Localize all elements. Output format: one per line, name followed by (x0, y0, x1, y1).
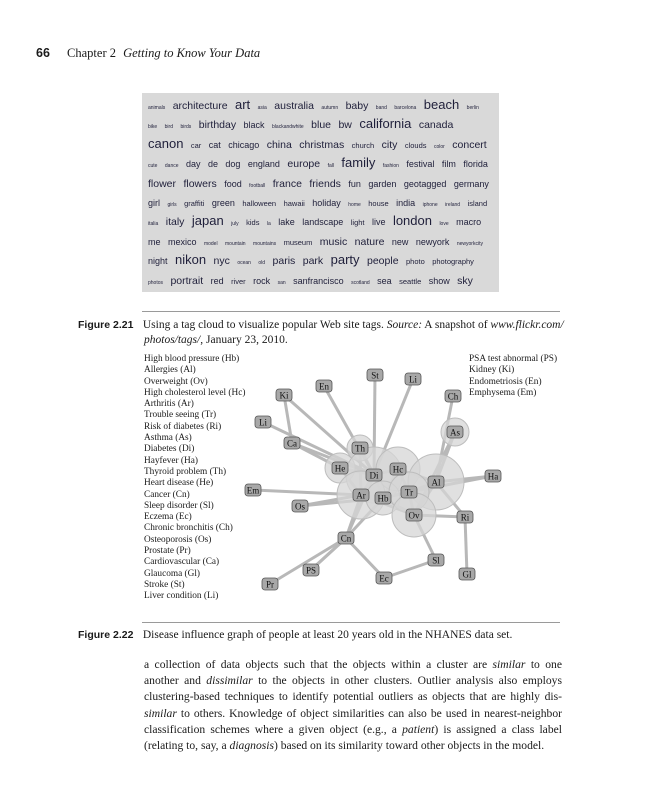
graph-node-label: Li (259, 417, 267, 428)
tag: iphone (422, 202, 438, 209)
legend-entry: Cancer (Cn) (144, 489, 190, 500)
tag: me (148, 236, 161, 247)
tag: blue (311, 119, 332, 132)
tag: london (392, 213, 432, 229)
legend-entry: Emphysema (Em) (469, 387, 537, 398)
tag: india (396, 198, 416, 209)
tag: love (439, 221, 449, 228)
legend-entry: Osteoporosis (Os) (144, 534, 212, 545)
tag: ireland (445, 202, 461, 209)
legend-entry: Asthma (As) (144, 433, 192, 444)
graph-node (428, 554, 444, 566)
legend-entry: Glaucoma (Gl) (144, 568, 201, 579)
legend-entry: Liver condition (Li) (144, 591, 219, 602)
graph-node-label: Li (409, 374, 417, 385)
tag: flowers (183, 177, 217, 190)
tag: autumn (321, 105, 339, 111)
caption-source-text: A snapshot of (424, 319, 488, 331)
body-line: classification schemes where a given object (e.g., a patient) is assigned a class label (144, 722, 562, 736)
tag: fall (327, 163, 334, 170)
tag: party (330, 252, 360, 268)
tag: la (266, 221, 271, 228)
graph-node (459, 568, 475, 580)
tag: black (243, 120, 265, 131)
graph-node-label: Tr (404, 487, 414, 498)
tag: california (359, 116, 412, 132)
legend-entry: Thyroid problem (Th) (144, 466, 227, 477)
tag: germany (453, 178, 489, 189)
tag: football (249, 182, 266, 189)
graph-node (352, 442, 368, 454)
tag: baby (345, 100, 369, 112)
legend-entry: Arthritis (Ar) (144, 399, 194, 410)
graph-node-label: Ri (460, 512, 470, 523)
tag: girl (148, 198, 161, 209)
tag: sky (457, 274, 473, 287)
body-line: clustering-based techniques to identify potential outliers as objects that are highly dis- (144, 690, 562, 704)
graph-node-label: Sl (432, 555, 440, 566)
tag: mountains (253, 240, 277, 247)
graph-node-label: Ha (487, 471, 499, 482)
tag: city (381, 138, 398, 151)
caption-text: Using a tag cloud to visualize popular Web site tags. (142, 319, 384, 331)
tag: japan (191, 213, 224, 229)
tag: photo (405, 257, 425, 267)
graph-node (406, 509, 422, 521)
legend-entry: Endometriosis (En) (469, 376, 542, 387)
legend-entry: Chronic bronchitis (Ch) (144, 523, 233, 534)
tag: band (375, 105, 387, 111)
figure-2-21-caption (78, 318, 566, 348)
body-line: (relating to, say, a diagnosis) based on its similarity toward other objects in the model. (144, 739, 545, 753)
caption-url: www.flickr.com/ (490, 319, 564, 331)
tag: sea (377, 275, 392, 286)
tag: car (190, 140, 202, 150)
legend-entry: PSA test abnormal (PS) (469, 354, 558, 364)
legend-entry: Heart disease (He) (144, 478, 214, 489)
tag: flower (148, 177, 177, 190)
graph-node-label: Em (246, 485, 260, 496)
graph-node-label: PS (305, 565, 317, 576)
tag: barcelona (394, 105, 417, 111)
tag: color (433, 143, 445, 150)
legend-entry: Allergies (Al) (144, 365, 196, 376)
legend-entry: Hayfever (Ha) (144, 455, 198, 466)
tag: model (203, 240, 218, 247)
tag: show (428, 275, 450, 286)
graph-node (485, 470, 501, 482)
tag: cute (148, 163, 158, 170)
tag: dance (164, 163, 179, 170)
tag: island (467, 199, 488, 209)
tag: chicago (228, 139, 260, 150)
graph-node (353, 489, 369, 501)
tag: green (211, 198, 235, 209)
tag: park (302, 255, 324, 268)
graph-node (332, 462, 348, 474)
disease-influence-graph (236, 355, 536, 595)
graph-node-label: En (319, 381, 329, 392)
legend-entry: High cholesterol level (Hc) (144, 387, 246, 398)
tag: canada (418, 119, 454, 132)
graph-node (445, 390, 461, 402)
tag: birthday (198, 119, 237, 132)
tag: live (371, 217, 386, 228)
caption-url-continued: photos/tags/ (144, 334, 201, 346)
tag: friends (309, 177, 341, 190)
tag: hawaii (283, 199, 305, 209)
tag: red (210, 275, 224, 286)
tag: river (231, 276, 246, 286)
tag: new (391, 236, 409, 247)
tag: beach (423, 97, 460, 112)
tag: fashion (382, 163, 399, 170)
graph-node (303, 564, 319, 576)
tag: garden (368, 178, 397, 189)
graph-node (401, 486, 417, 498)
tag: holiday (312, 198, 341, 209)
graph-node (284, 437, 300, 449)
legend-left (144, 354, 245, 603)
tag: photos (148, 279, 164, 286)
tag: birds (180, 124, 192, 131)
legend-entry: Stroke (St) (144, 579, 185, 590)
tag: geotagged (403, 178, 447, 189)
tag: girls (167, 202, 177, 209)
tag: seattle (399, 276, 422, 286)
tag: home (348, 202, 361, 209)
body-line: similar to others. Knowledge of object similarities can also be used in nearest-neighbor (144, 706, 562, 720)
tag: fun (348, 178, 361, 189)
body-line: another and dissimilar to the objects in other clusters. Outlier analysis also employs (144, 674, 562, 688)
tag: england (247, 159, 280, 170)
tag: france (272, 177, 302, 190)
tag: bird (164, 124, 173, 131)
tag: blackandwhite (272, 124, 304, 131)
tag: newyorkcity (456, 240, 483, 247)
tag: people (367, 255, 399, 268)
graph-node (366, 469, 382, 481)
graph-node (405, 373, 421, 385)
tag: san (277, 279, 286, 286)
legend-entry: Risk of diabetes (Ri) (144, 421, 222, 432)
tag: museum (283, 237, 313, 247)
graph-node-label: Pr (265, 579, 275, 590)
graph-node-label: Gl (462, 569, 472, 580)
graph-node-label: He (334, 463, 346, 474)
tag: italia (148, 221, 159, 228)
graph-edge (270, 538, 346, 584)
graph-node-label: As (449, 427, 461, 438)
caption-text: Disease influence graph of people at least 20 years old in the NHANES data set. (142, 629, 513, 641)
graph-node-label: Hc (392, 464, 404, 475)
running-head (36, 46, 260, 61)
tag-cloud-figure (142, 93, 499, 292)
tag: florida (463, 159, 488, 170)
graph-node-label: Al (431, 477, 441, 488)
tag: nyc (213, 255, 230, 268)
graph-node-label: Cn (340, 533, 352, 544)
tag: film (441, 159, 456, 170)
graph-node (262, 578, 278, 590)
body-paragraph (144, 657, 562, 754)
tag: kids (246, 218, 260, 228)
tag: de (207, 159, 218, 170)
graph-node (316, 380, 332, 392)
graph-node (428, 476, 444, 488)
tag: night (148, 256, 168, 267)
tag: berlin (466, 105, 479, 111)
tag: food (224, 178, 242, 189)
graph-node (375, 492, 391, 504)
tag: house (368, 199, 389, 209)
tag: europe (287, 158, 321, 171)
tag: china (266, 138, 292, 151)
graph-node (245, 484, 261, 496)
caption-source-label: Source: (386, 319, 423, 331)
graph-node (447, 426, 463, 438)
tag: old (258, 260, 266, 267)
tag: rock (253, 275, 271, 286)
tag: july (231, 221, 239, 228)
graph-node (276, 389, 292, 401)
tag: concert (452, 138, 487, 151)
tag: newyork (415, 236, 450, 247)
tag: canon (148, 135, 184, 151)
graph-node-label: Ar (356, 490, 366, 501)
tag: bike (148, 124, 158, 131)
tag: festival (406, 159, 435, 170)
figure-divider (142, 311, 560, 312)
legend-entry: Eczema (Ec) (144, 512, 192, 523)
legend-entry: Kidney (Ki) (469, 365, 515, 376)
body-line: a collection of data objects such that the objects within a cluster are similar to one (144, 658, 562, 671)
tag: halloween (242, 199, 277, 209)
tag: christmas (299, 138, 345, 151)
tag: animals (148, 105, 166, 111)
tag: ocean (237, 260, 251, 267)
legend-entry: Prostate (Pr) (144, 546, 191, 557)
tag: australia (274, 100, 314, 112)
tag: asia (257, 105, 267, 111)
tag: portrait (170, 274, 204, 287)
tag: family (341, 155, 376, 171)
graph-node-label: Hb (377, 493, 389, 504)
tag: mountain (225, 240, 246, 247)
tag: clouds (404, 140, 427, 150)
graph-node-label: St (371, 370, 379, 381)
legend-entry: Diabetes (Di) (144, 444, 195, 455)
figure-label: Figure 2.21 (78, 319, 134, 331)
tag: macro (456, 217, 482, 228)
tag: cat (208, 139, 221, 150)
chapter-label: Chapter 2 (67, 46, 116, 60)
tag: architecture (172, 100, 228, 112)
tag: paris (272, 255, 296, 268)
graph-node-label: Os (294, 501, 306, 512)
tag: photography (432, 257, 474, 267)
tag: lake (278, 217, 295, 228)
graph-node-label: Th (355, 443, 365, 454)
graph-node-label: Ec (379, 573, 389, 584)
graph-node (338, 532, 354, 544)
graph-node-label: Ov (408, 510, 420, 521)
graph-node (457, 511, 473, 523)
graph-node (376, 572, 392, 584)
chapter-title: Getting to Know Your Data (123, 46, 261, 60)
graph-node-label: Ki (279, 390, 289, 401)
figure-divider-2 (142, 622, 560, 623)
page-number: 66 (36, 46, 50, 60)
legend-entry: Sleep disorder (Sl) (144, 500, 214, 511)
legend-entry: Overweight (Ov) (144, 376, 208, 387)
legend-entry: High blood pressure (Hb) (144, 354, 240, 364)
figure-label: Figure 2.22 (78, 629, 134, 641)
tag: italy (165, 216, 185, 229)
graph-node (292, 500, 308, 512)
tag: sanfrancisco (293, 275, 344, 286)
tag: dog (225, 159, 241, 170)
tag: mexico (167, 236, 197, 247)
graph-node (255, 416, 271, 428)
tag: landscape (302, 217, 344, 228)
tag: graffiti (184, 199, 205, 209)
caption-date: , January 23, 2010. (200, 334, 288, 346)
figure-2-22-caption (78, 628, 566, 643)
tag: nikon (174, 252, 207, 268)
graph-node-label: Di (369, 470, 379, 481)
graph-node-label: Ch (447, 391, 459, 402)
legend-entry: Trouble seeing (Tr) (144, 410, 217, 421)
tag: church (351, 140, 375, 150)
tag: art (235, 97, 251, 112)
graph-node (390, 463, 406, 475)
tag: nature (354, 235, 385, 248)
graph-node-label: Ca (287, 438, 297, 449)
tag: scotland (351, 279, 370, 286)
tag: bw (338, 119, 352, 132)
legend-entry: Cardiovascular (Ca) (144, 557, 220, 568)
tag: music (319, 235, 348, 248)
graph-edge (465, 517, 467, 574)
graph-node (367, 369, 383, 381)
tag: day (185, 159, 201, 170)
tag: light (350, 218, 365, 228)
